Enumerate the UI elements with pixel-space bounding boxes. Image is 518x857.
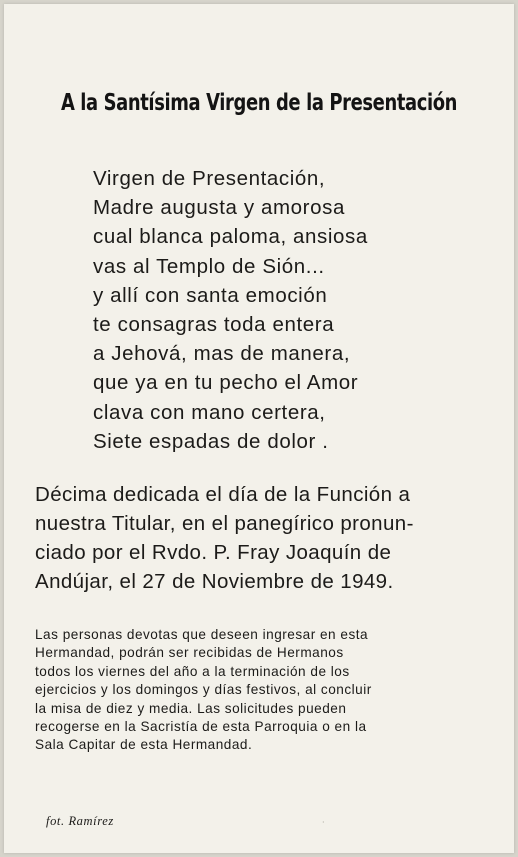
poem-line: cual blanca paloma, ansiosa [93,225,368,249]
notice-line: ejercicios y los domingos y días festivos, al concluir [35,682,372,698]
notice-line: Las personas devotas que deseen ingresar en esta [35,627,369,642]
poem-line: Siete espadas de dolor . [93,429,329,453]
poem-line: Virgen de Presentación, [93,167,326,190]
photo-credit: fot. Ramírez [46,814,114,828]
poem-line: y allí con santa emoción [93,283,328,307]
poem-line: que ya en tu pecho el Amor [93,371,359,395]
notice-line: Hermandad, podrán ser recibidas de Hermanos [35,645,344,661]
notice-line: todos los viernes del año a la terminación de los [35,663,350,679]
dedication-line: ciado por el Rvdo. P. Fray Joaquín de [35,541,392,564]
prayer-card [4,4,514,853]
poem-line: clava con mano certera, [93,400,326,424]
notice-line: la misa de diez y media. Las solicitudes pueden [35,700,347,716]
ink-speck: ⋅ [322,818,325,827]
notice-line: recogerse en la Sacristía de esta Parroquia o en la [35,719,367,735]
card-title: A la Santísima Virgen de la Presentación [60,90,458,116]
notice-line: Sala Capitar de esta Hermandad. [35,737,253,753]
poem-line: vas al Templo de Sión... [93,254,325,278]
poem [93,164,368,456]
dedication-paragraph [35,480,487,596]
poem-line: a Jehová, mas de manera, [93,342,351,366]
dedication-line: Andújar, el 27 de Noviembre de 1949. [35,570,394,593]
membership-notice [35,626,495,755]
dedication-line: Décima dedicada el día de la Función a [35,483,411,506]
poem-line: Madre augusta y amorosa [93,196,345,220]
dedication-line: nuestra Titular, en el panegírico pronun- [35,512,414,535]
poem-line: te consagras toda entera [93,313,335,337]
